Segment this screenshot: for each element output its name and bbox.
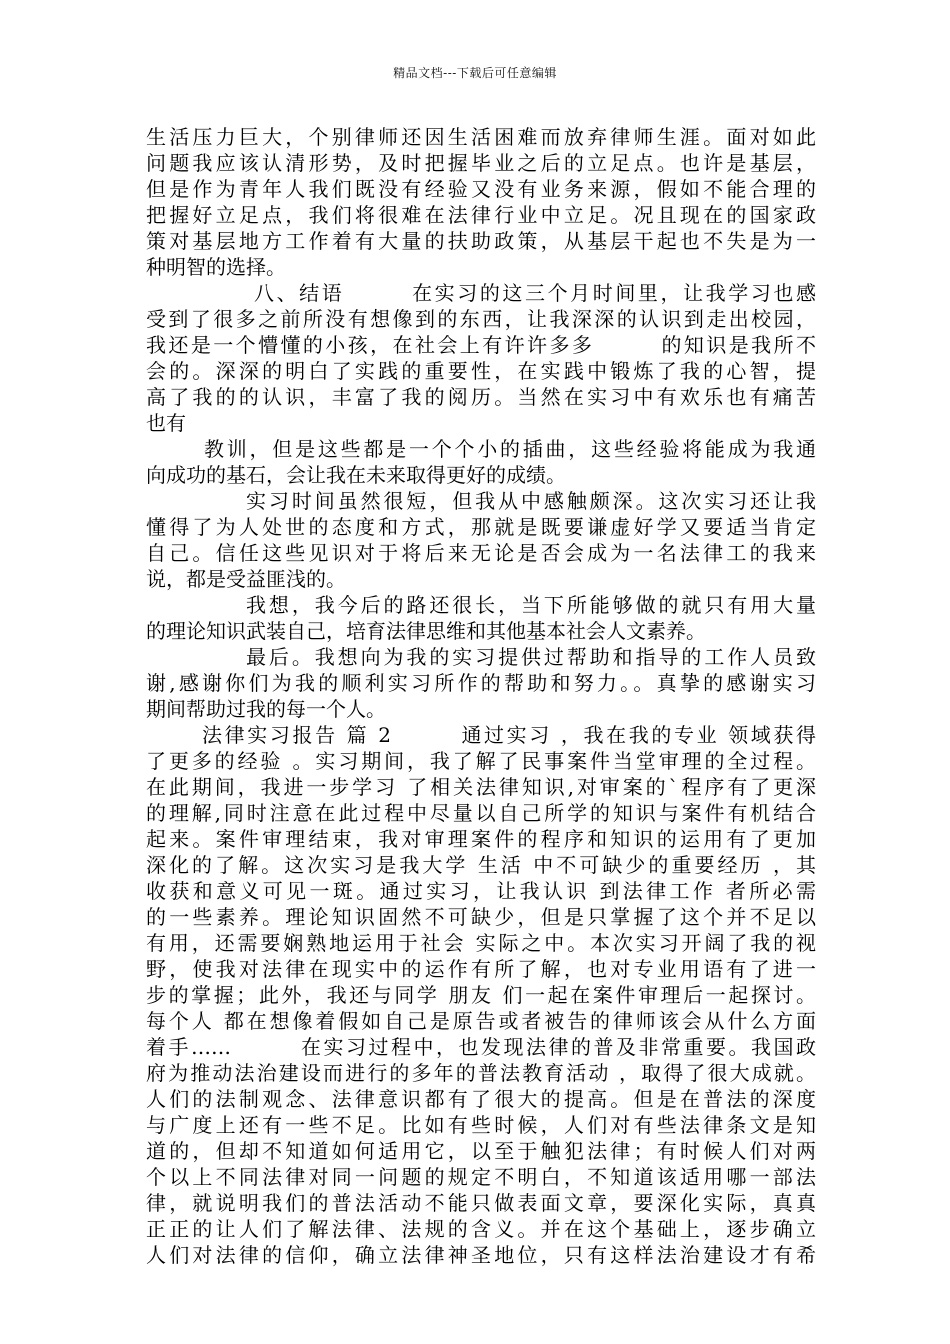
text-line: 每个人 都在想像着假如自己是原告或者被告的律师该会从什么方面 <box>146 1009 816 1033</box>
text-line: 正正的让人们了解法律、法规的含义。并在这个基础上，逐步确立 <box>146 1217 816 1241</box>
text-line: 道的，但却不知道如何适用它，以至于触犯法律；有时候人们对两 <box>146 1139 816 1163</box>
text-line: 府为推动法治建设而进行的多年的普法教育活动 ，取得了很大成就。 <box>146 1061 816 1085</box>
text-line: 实习时间虽然很短，但我从中感触颇深。这次实习还让我 <box>246 489 816 513</box>
text-line: 个以上不同法律对同一问题的规定不明白，不知道该适用哪一部法 <box>146 1165 816 1189</box>
text-line: 人们对法律的信仰，确立法律神圣地位，只有这样法治建设才有希 <box>146 1243 816 1267</box>
text-line: 在此期间，我进一步学习 了相关法律知识,对审案的`程序有了更深 <box>146 775 816 799</box>
text-line: 了更多的经验 。实习期间，我了解了民事案件当堂审理的全过程。 <box>146 749 816 773</box>
text-line: 向成功的基石，会让我在未来取得更好的成绩。 <box>146 463 566 487</box>
text-line: 最后。我想向为我的实习提供过帮助和指导的工作人员致 <box>246 645 816 669</box>
text-line: 教训，但是这些都是一个个小的插曲，这些经验将能成为我通 <box>204 437 816 461</box>
text-line: 法律实习报告 篇 2 通过实习 ，我在我的专业 领域获得 <box>202 723 816 747</box>
text-line: 律，就说明我们的普法活动不能只做表面文章，要深化实际，真真 <box>146 1191 816 1215</box>
text-line: 的理论知识武装自己，培育法律思维和其他基本社会人文素养。 <box>146 619 706 643</box>
text-line: 野，使我对法律在现实中的运作有所了解，也对专业用语有了进一 <box>146 957 816 981</box>
page-header: 精品文档---下载后可任意编辑 <box>393 66 557 80</box>
text-line: 说，都是受益匪浅的。 <box>146 567 346 591</box>
text-line: 懂得了为人处世的态度和方式，那就是既要谦虚好学又要适当肯定 <box>146 515 816 539</box>
text-line: 人们的法制观念、法律意识都有了很大的提高。但是在普法的深度 <box>146 1087 816 1111</box>
text-line: 生活压力巨大，个别律师还因生活困难而放弃律师生涯。面对如此 <box>146 125 816 149</box>
text-line: 步的掌握；此外，我还与同学 朋友 们一起在案件审理后一起探讨。 <box>146 983 816 1007</box>
text-line: 也有 <box>146 411 186 435</box>
text-line: 的理解,同时注意在此过程中尽量以自己所学的知识与案件有机结合 <box>146 801 816 825</box>
text-line: 有用，还需要娴熟地运用于社会 实际之中。本次实习开阔了我的视 <box>146 931 816 955</box>
text-line: 我还是一个懵懂的小孩，在社会上有许许多多 的知识是我所不 <box>146 333 816 357</box>
text-line: 八、结语 在实习的这三个月时间里，让我学习也感 <box>254 281 816 305</box>
text-line: 深化的了解。这次实习是我大学 生活 中不可缺少的重要经历 ，其 <box>146 853 816 877</box>
text-line: 但是作为青年人我们既没有经验又没有业务来源，假如不能合理的 <box>146 177 816 201</box>
text-line: 的一些素养。理论知识固然不可缺少，但是只掌握了这个并不足以 <box>146 905 816 929</box>
text-line: 会的。深深的明白了实践的重要性，在实践中锻炼了我的心智，提 <box>146 359 816 383</box>
text-line: 我想，我今后的路还很长，当下所能够做的就只有用大量 <box>246 593 816 617</box>
text-line: 期间帮助过我的每一个人。 <box>146 697 386 721</box>
text-line: 着手…… 在实习过程中，也发现法律的普及非常重要。我国政 <box>146 1035 816 1059</box>
text-line: 与广度上还有一些不足。比如有些时候，人们对有些法律条文是知 <box>146 1113 816 1137</box>
text-line: 种明智的选择。 <box>146 255 286 279</box>
text-line: 把握好立足点，我们将很难在法律行业中立足。况且现在的国家政 <box>146 203 816 227</box>
text-line: 问题我应该认清形势，及时把握毕业之后的立足点。也许是基层， <box>146 151 816 175</box>
text-line: 高了我的的认识，丰富了我的阅历。当然在实习中有欢乐也有痛苦 <box>146 385 816 409</box>
text-line: 自己。信任这些见识对于将后来无论是否会成为一名法律工的我来 <box>146 541 816 565</box>
text-line: 策对基层地方工作着有大量的扶助政策，从基层干起也不失是为一 <box>146 229 816 253</box>
document-body <box>146 124 816 1268</box>
text-line: 起来。案件审理结束，我对审理案件的程序和知识的运用有了更加 <box>146 827 816 851</box>
text-line: 谢,感谢你们为我的顺利实习所作的帮助和努力。。真挚的感谢实习 <box>146 671 816 695</box>
text-line: 受到了很多之前所没有想像到的东西，让我深深的认识到走出校园， <box>146 307 816 331</box>
text-line: 收获和意义可见一斑。通过实习，让我认识 到法律工作 者所必需 <box>146 879 816 903</box>
